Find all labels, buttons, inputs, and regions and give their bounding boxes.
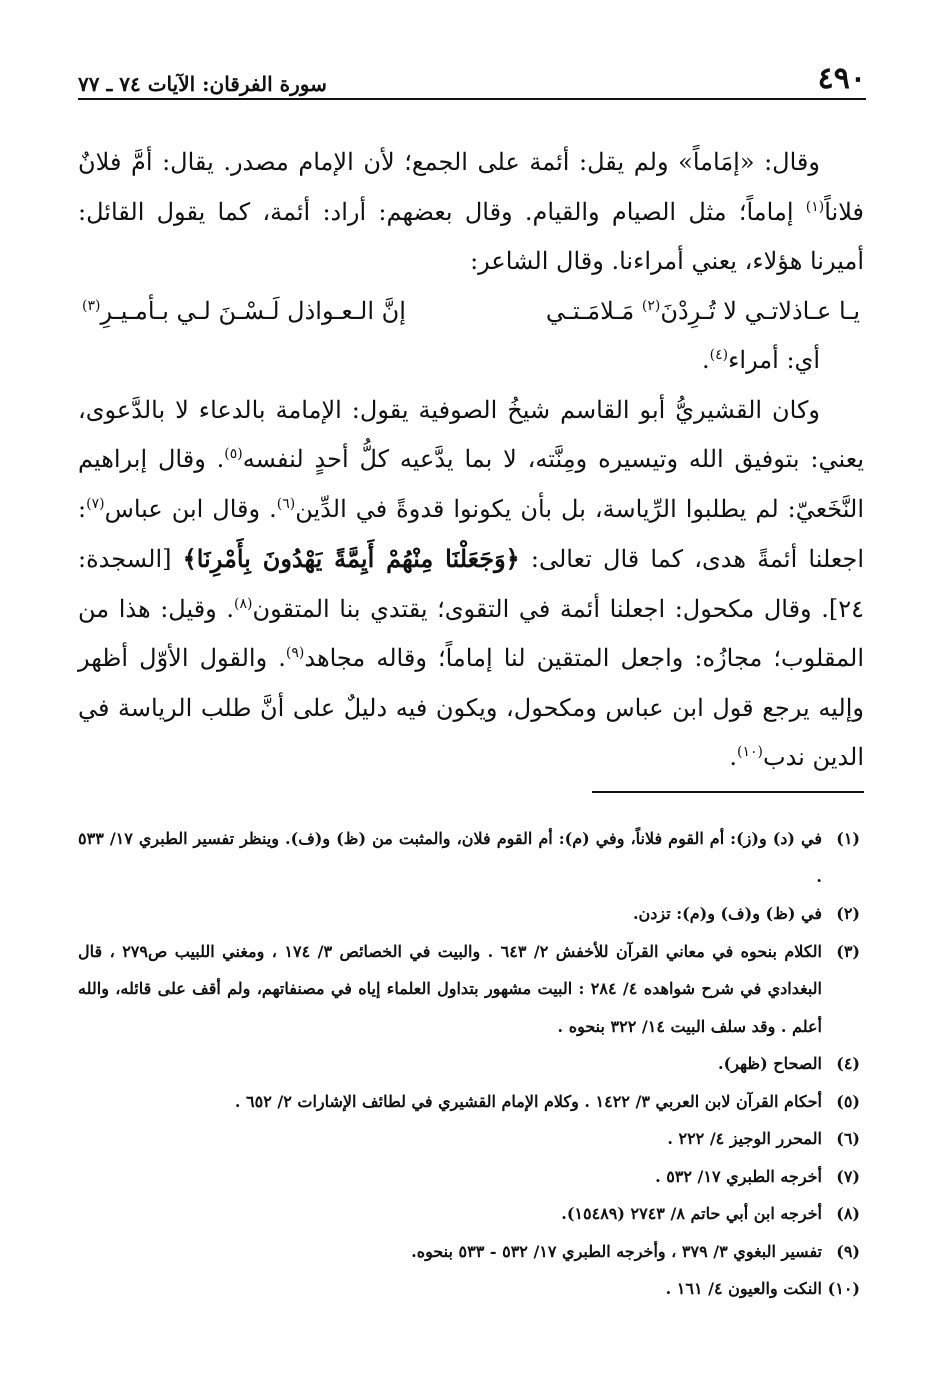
footnote-text: أخرجه الطبري ١٧/ ٥٣٢ . — [655, 1166, 822, 1186]
paragraph-2: أي: أمراء$^{(٤)}$. — [702, 346, 820, 374]
paragraph-1: وقال: «إمَاماً» ولم يقل: أئمة على الجمع؛ لأن الإمام مصدر. يقال: أمَّ فلانٌ فلاناً$^{(١)}$ إماماً؛ مثل الصيام والقيام. وقال بعضهم: أراد: أئمة، كما يقول القائل: أميرنا هؤلاء، يعني أمراءنا. وقال الشاعر: — [78, 148, 864, 275]
footnote-item — [78, 895, 860, 933]
footnote-text: تفسير البغوي ٣/ ٣٧٩ ، وأخرجه الطبري ١٧/ ٥٣٢ - ٥٣٣ بنحوه. — [411, 1241, 822, 1261]
running-head: سورة الفرقان: الآيات ٧٤ ـ ٧٧ — [78, 72, 327, 96]
footnote-item — [78, 1045, 860, 1083]
footnote-text: أحكام القرآن لابن العربي ٣/ ١٤٢٢ . وكلام الإمام القشيري في لطائف الإشارات ٢/ ٦٥٢ . — [234, 1091, 822, 1111]
poetry-verse — [78, 287, 864, 337]
footnote-text: في (د) و(ز): أم القوم فلاناً، وفي (م): أم القوم فلان، والمثبت من (ظ) و(ف). وينظر تفسير الطبري ١٧/ ٥٣٣ . — [78, 829, 822, 886]
footnote-number: (٨) — [836, 1204, 860, 1223]
footnote-item — [78, 1158, 860, 1196]
footnote-number: (٣) — [836, 941, 860, 961]
verse-first-hemistich: يـا عـاذلاتـي لا تُـرِدْنَ$^{(٢)}$ مَـلامَـتـي — [545, 296, 860, 325]
footnote-item — [78, 820, 860, 895]
quran-reference: [السجدة: ٢٤]. — [78, 545, 864, 623]
footnote-number: (١) — [836, 829, 860, 848]
footnote-ref-9: (٩) — [285, 645, 305, 661]
footnote-number: (٩) — [836, 1241, 860, 1261]
footnote-item — [78, 1083, 860, 1121]
footnote-ref-4: (٤) — [709, 347, 729, 363]
main-text — [78, 138, 864, 783]
page-number: ٤٩٠ — [817, 61, 866, 96]
footnote-text: الكلام بنحوه في معاني القرآن للأخفش ٢/ ٦٤٣ . والبيت في الخصائص ٣/ ١٧٤ ، ومغني اللبيب ص٢٧٩ ، قال البغدادي في شرح شواهده ٤/ ٢٨٤ : البيت مشهور بتداول العلماء إياه في مصنفاتهم، ولم أقف على قائله، والله أعلم . وقد سلف البيت ١٤/ ٣٢٢ بنحوه . — [78, 941, 822, 1036]
footnote-number: (٥) — [836, 1091, 860, 1111]
footnote-item — [78, 1270, 860, 1308]
page-header — [78, 60, 866, 100]
footnote-number: (٧) — [836, 1166, 860, 1186]
footnote-item — [78, 1120, 860, 1158]
footnote-number: (٢) — [836, 904, 860, 923]
footnote-ref-2: (٢) — [641, 297, 661, 314]
footnote-item — [78, 1195, 860, 1233]
footnote-number: (٦) — [836, 1129, 860, 1148]
footnote-ref-10: (١٠) — [736, 744, 763, 760]
footnote-number: (١٠) — [827, 1279, 860, 1298]
footnotes — [78, 820, 860, 1308]
footnote-number: (٤) — [836, 1054, 860, 1073]
footnote-ref-5: (٥) — [224, 446, 243, 462]
footnote-ref-7: (٧) — [86, 495, 105, 512]
footnote-ref-6: (٦) — [276, 495, 296, 512]
quran-verse: ﴿وَجَعَلْنَا مِنْهُمْ أَيِمَّةً يَهْدُونَ بِأَمْرِنَا﴾ — [182, 544, 520, 573]
footnote-text: النكت والعيون ٤/ ١٦١ . — [665, 1279, 822, 1298]
footnote-text: أخرجه ابن أبي حاتم ٨/ ٢٧٤٣ (١٥٤٨٩). — [561, 1204, 822, 1223]
footnote-item — [78, 1233, 860, 1271]
footnote-text: المحرر الوجيز ٤/ ٢٢٢ . — [667, 1129, 822, 1148]
footnote-ref-8: (٨) — [233, 595, 253, 612]
footnote-text: في (ظ) و(ف) و(م): تزدن. — [632, 904, 822, 923]
footnote-ref-1: (١) — [805, 198, 825, 215]
footnote-divider — [592, 791, 864, 793]
footnote-text: الصحاح (ظهر). — [718, 1054, 822, 1073]
verse-second-hemistich: إنَّ الـعـواذل لَـسْـنَ لـي بـأمـيـرِ$^{(٣)}$ — [82, 296, 406, 325]
paragraph-3: وكان القشيريُّ أبو القاسم شيخُ الصوفية يقول: الإمامة بالدعاء لا بالدَّعوى، يعني: بتوفيق الله وتيسيره ومِنَّته، لا بما يدَّعيه كلُّ أحدٍ لنفسه$^{(٥)}$. وقال إبراهيم النَّخَعيّ: لم يطلبوا الرِّياسة، بل بأن يكونوا قدوةً في الدِّين$^{(٦)}$. وقال ابن عباس$^{(٧)}$: اجعلنا أئمةً هدى، كما قال تعالى: ﴿وَجَعَلْنَا مِنْهُمْ أَيِمَّةً يَهْدُونَ بِأَمْرِنَا﴾ [السجدة: ٢٤]. وقال مكحول: اجعلنا أئمة في التقوى؛ يقتدي بنا المتقون$^{(٨)}$. وقيل: هذا من المقلوب؛ مجازُه: واجعل المتقين لنا إماماً؛ وقاله مجاهد$^{(٩)}$. والقول الأوّل أظهر وإليه يرجع قول ابن عباس ومكحول، ويكون فيه دليلٌ على أنَّ طلب الرياسة في الدين ندب$^{(١٠)}$. — [78, 395, 864, 771]
footnote-item — [78, 933, 860, 1046]
footnote-ref-3: (٣) — [82, 297, 101, 314]
